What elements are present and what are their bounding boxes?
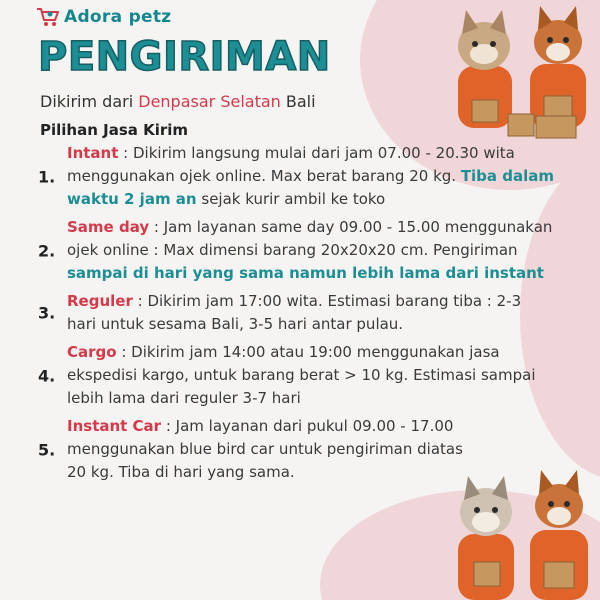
option-desc-end: sejak kurir ambil ke toko: [196, 190, 386, 208]
option-highlight: sampai di hari yang sama namun lebih lama dari instant: [67, 264, 544, 282]
list-item: [38, 341, 543, 410]
origin-region: Bali: [285, 92, 316, 111]
origin-line: [40, 92, 316, 111]
origin-city: Denpasar Selatan: [138, 92, 281, 111]
option-name: Instant Car: [67, 417, 162, 435]
item-number: 1.: [38, 167, 56, 186]
item-number: 2.: [38, 241, 56, 260]
section-label: Pilihan Jasa Kirim: [40, 121, 189, 139]
origin-prefix: Dikirim dari: [40, 92, 134, 111]
courier-pets-illustration-top: [446, 4, 596, 144]
option-name: Cargo: [67, 343, 117, 361]
shipping-options-list: [38, 142, 578, 489]
item-number: 5.: [38, 440, 56, 459]
brand: [36, 6, 172, 28]
option-highlight: Tiba dalam waktu 2 jam an: [67, 167, 555, 208]
item-number: 4.: [38, 366, 56, 385]
list-item: [38, 216, 570, 285]
option-desc: : Dikirim langsung mulai dari jam 07.00 - 20.30 wita menggunakan ojek online. Max berat barang 20 kg.: [67, 144, 515, 185]
option-desc: : Jam layanan same day 09.00 - 15.00 menggunakan ojek online : Max dimensi barang 20x20x20 cm. Pengiriman: [67, 218, 553, 259]
list-item: [38, 142, 558, 211]
option-name: Intant: [67, 144, 119, 162]
list-item: [38, 290, 543, 336]
page-title: PENGIRIMAN: [38, 34, 331, 80]
option-name: Reguler: [67, 292, 133, 310]
cart-icon: [36, 6, 60, 28]
item-number: 3.: [38, 303, 56, 323]
courier-pets-illustration-bottom: [448, 470, 596, 600]
brand-name: Adora petz: [64, 7, 172, 27]
option-desc: : Jam layanan dari pukul 09.00 - 17.00 menggunakan blue bird car untuk pengiriman diatas 20 kg. Tiba di hari yang sama.: [67, 417, 463, 481]
option-name: Same day: [67, 218, 150, 236]
option-desc: : Dikirim jam 14:00 atau 19:00 menggunakan jasa ekspedisi kargo, untuk barang berat > 10 kg. Estimasi sampai lebih lama dari reguler 3-7 hari: [67, 343, 536, 407]
list-item: [38, 415, 478, 484]
option-desc: : Dikirim jam 17:00 wita. Estimasi barang tiba : 2-3 hari untuk sesama Bali, 3-5 hari antar pulau.: [67, 292, 522, 333]
